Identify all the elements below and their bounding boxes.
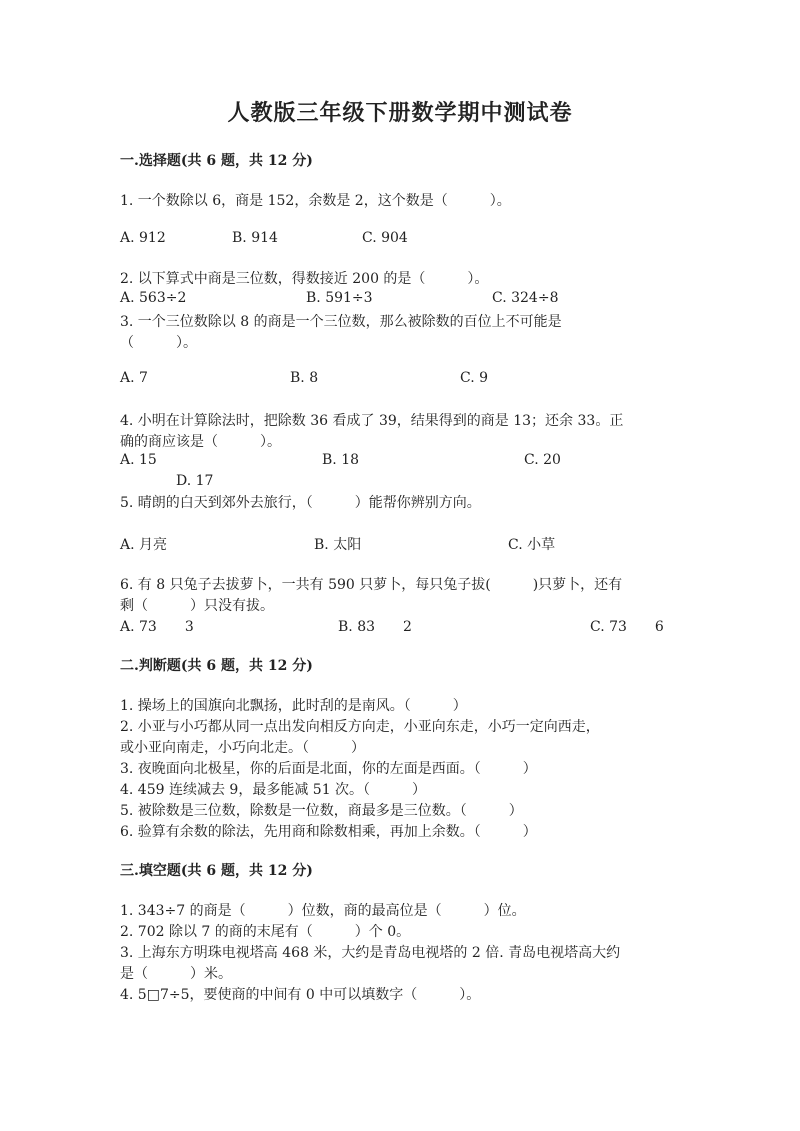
option: C. 324÷8 — [492, 290, 559, 306]
question-text: 2. 702 除以 7 的商的末尾有（ ）个 0。 — [120, 924, 411, 940]
question-text: 5. 晴朗的白天到郊外去旅行，（ ）能帮你辨别方向。 — [120, 495, 481, 511]
option: C. 73 6 — [590, 619, 664, 635]
question-text: 5. 被除数是三位数，除数是一位数，商最多是三位数。（ ） — [120, 803, 523, 819]
question-text: 4. 459 连续减去 9，最多能减 51 次。（ ） — [120, 782, 427, 798]
section-heading: 一.选择题(共 6 题，共 12 分) — [120, 153, 313, 169]
option: C. 904 — [362, 230, 408, 246]
section-heading: 二.判断题(共 6 题，共 12 分) — [120, 658, 313, 674]
question-text: 4. 5□7÷5，要使商的中间有 0 中可以填数字（ ）。 — [120, 987, 481, 1003]
question-text: 6. 验算有余数的除法，先用商和除数相乘，再加上余数。（ ） — [120, 824, 537, 840]
option: C. 小草 — [508, 537, 556, 553]
option: A. 563÷2 — [120, 290, 187, 306]
question-text: 3. 一个三位数除以 8 的商是一个三位数，那么被除数的百位上不可能是 — [120, 314, 562, 330]
option: D. 17 — [176, 473, 214, 489]
option: C. 20 — [524, 452, 561, 468]
option: A. 912 — [120, 230, 166, 246]
question-text: 6. 有 8 只兔子去拔萝卜，一共有 590 只萝卜，每只兔子拔( )只萝卜，还有 — [120, 577, 623, 593]
section-heading: 三.填空题(共 6 题，共 12 分) — [120, 863, 313, 879]
question-text: 4. 小明在计算除法时，把除数 36 看成了 39，结果得到的商是 13；还余 33。正 — [120, 413, 624, 429]
option: A. 73 3 — [120, 619, 194, 635]
question-text: 是（ ）米。 — [120, 966, 232, 982]
option: B. 914 — [232, 230, 278, 246]
question-text: 剩（ ）只没有拔。 — [120, 598, 274, 614]
option: C. 9 — [460, 370, 489, 386]
option: B. 8 — [290, 370, 319, 386]
question-text: 2. 小亚与小巧都从同一点出发向相反方向走，小亚向东走，小巧一定向西走， — [120, 719, 600, 735]
question-text: 1. 343÷7 的商是（ ）位数，商的最高位是（ ）位。 — [120, 903, 526, 919]
page-title: 人教版三年级下册数学期中测试卷 — [227, 100, 573, 126]
option: A. 15 — [120, 452, 157, 468]
option: B. 18 — [322, 452, 360, 468]
option: B. 591÷3 — [306, 290, 373, 306]
option: B. 83 2 — [338, 619, 412, 635]
question-text: （ ）。 — [120, 335, 197, 351]
question-text: 3. 夜晚面向北极星，你的后面是北面，你的左面是西面。（ ） — [120, 761, 537, 777]
option: A. 7 — [120, 370, 148, 386]
option: A. 月亮 — [120, 537, 168, 553]
option: B. 太阳 — [314, 537, 362, 553]
question-text: 确的商应该是（ ）。 — [120, 434, 281, 450]
question-text: 3. 上海东方明珠电视塔高 468 米，大约是青岛电视塔的 2 倍. 青岛电视塔高大约 — [120, 945, 621, 961]
question-text: 1. 一个数除以 6，商是 152，余数是 2，这个数是（ ）。 — [120, 193, 511, 209]
question-text: 或小亚向南走，小巧向北走。（ ） — [120, 740, 365, 756]
question-text: 1. 操场上的国旗向北飘扬，此时刮的是南风。（ ） — [120, 698, 467, 714]
question-text: 2. 以下算式中商是三位数，得数接近 200 的是（ ）。 — [120, 271, 489, 287]
